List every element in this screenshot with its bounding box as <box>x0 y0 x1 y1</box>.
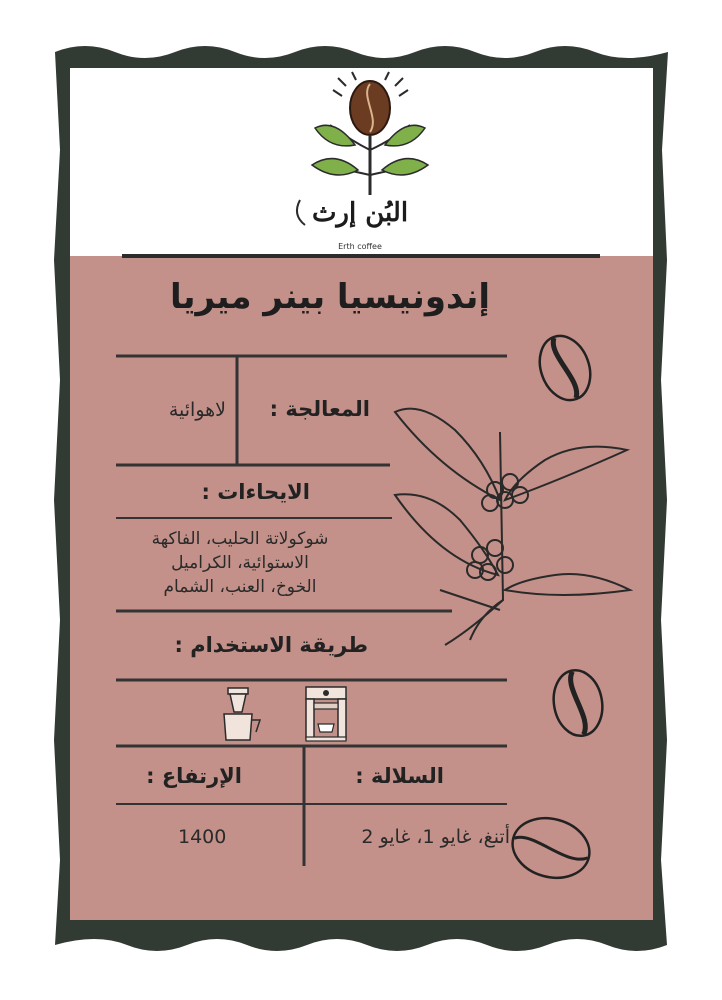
processing-label: المعالجة : <box>269 397 370 421</box>
notes-value <box>110 527 370 599</box>
notes-line: الخوخ، العنب، الشمام <box>163 577 317 597</box>
product-title: إندونيسيا بينر ميريا <box>169 277 491 317</box>
altitude-value: 1400 <box>178 826 227 848</box>
altitude-label: الإرتفاع : <box>146 764 242 788</box>
processing-value: لاهوائية <box>168 399 226 421</box>
variety-label: السلالة : <box>355 764 444 788</box>
notes-line: الاستوائية، الكراميل <box>171 553 309 573</box>
usage-label: طريقة الاستخدام : <box>174 633 368 657</box>
variety-value: أتنغ، غايو 1، غايو 2 <box>361 826 510 848</box>
brand-name-english: Erth coffee <box>338 242 382 251</box>
brand-name-arabic: البُن إرث <box>311 198 409 228</box>
notes-label: الايحاءات : <box>201 480 310 504</box>
notes-line: شوكولاتة الحليب، الفاكهة <box>151 529 329 549</box>
